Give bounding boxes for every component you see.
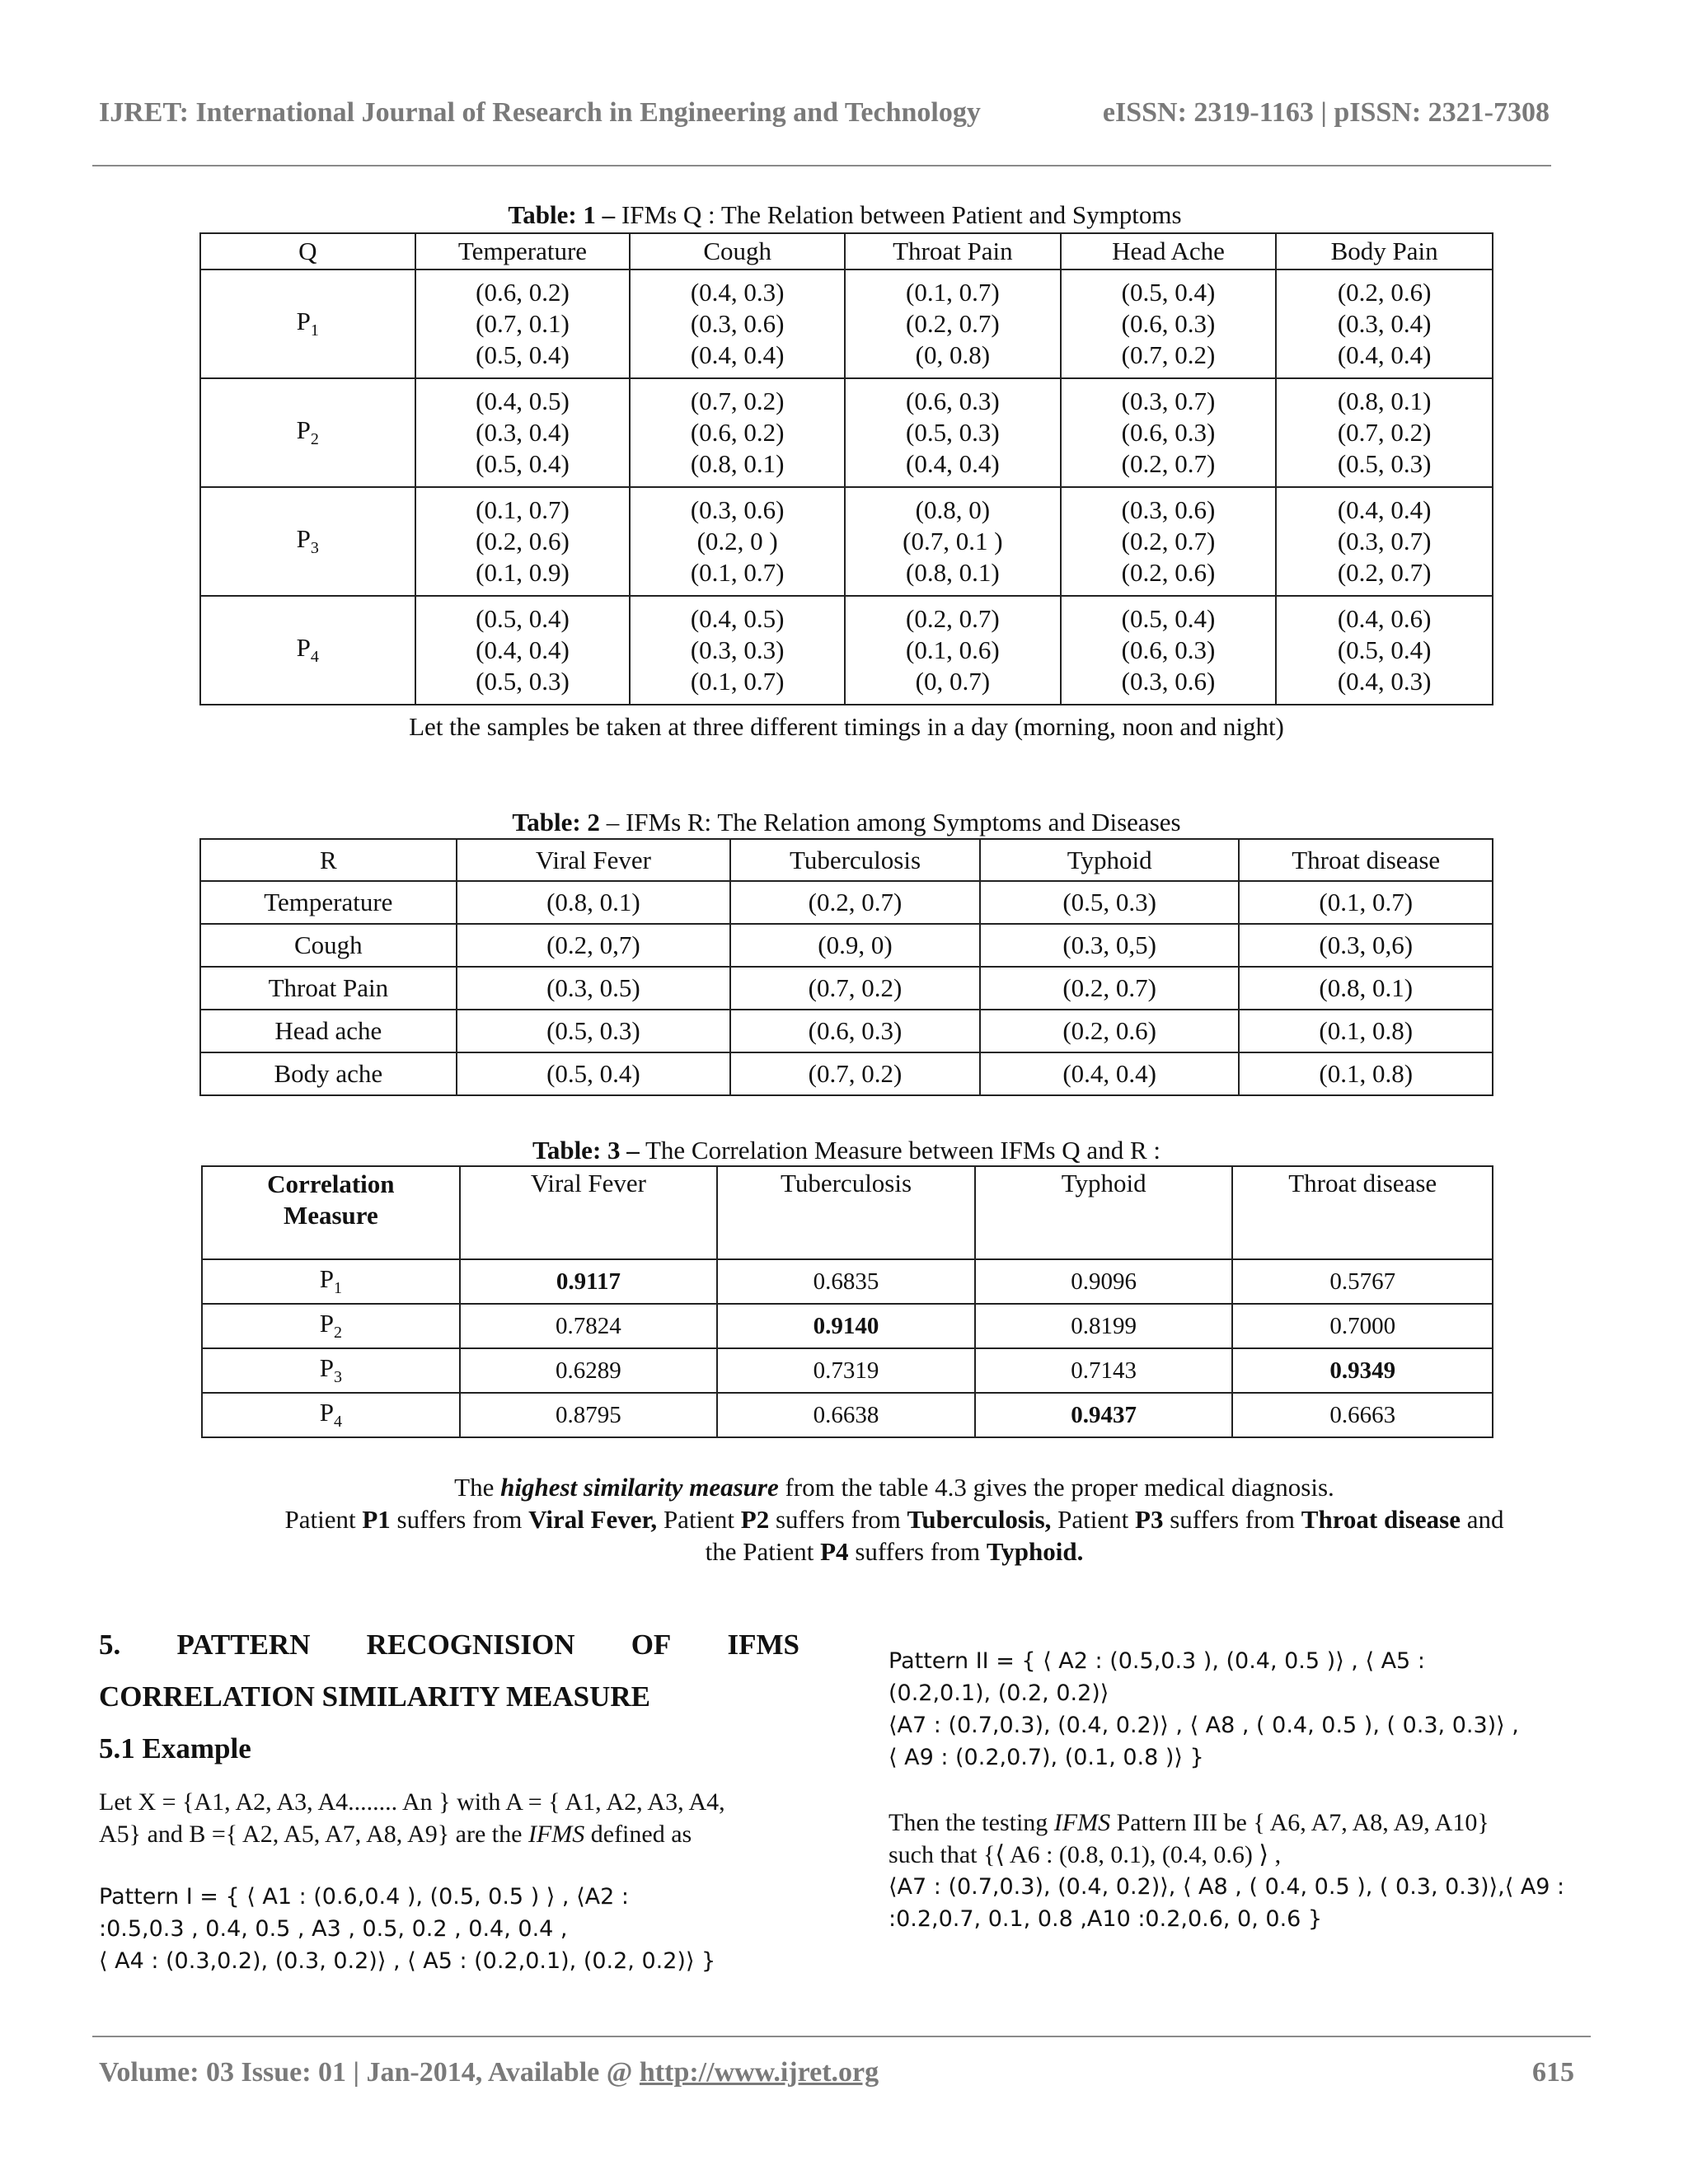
table2-cell: (0.8, 0.1) bbox=[457, 881, 730, 924]
table1-cell bbox=[415, 269, 631, 378]
table2-cell: (0.5, 0.3) bbox=[457, 1010, 730, 1052]
table3-col-header: Typhoid bbox=[975, 1166, 1233, 1259]
table2-cell: (0.7, 0.2) bbox=[730, 967, 980, 1010]
table2-cell: (0.2, 0.7) bbox=[980, 967, 1240, 1010]
table-row bbox=[200, 487, 1493, 596]
table2-cell: (0.3, 0.5) bbox=[457, 967, 730, 1010]
sample-value: (0.2, 0.7) bbox=[1121, 449, 1216, 478]
journal-name: IJRET: International Journal of Research in Engineering and Technology bbox=[99, 97, 981, 128]
sample-value: (0.7, 0.2) bbox=[1337, 418, 1432, 447]
table1-cell bbox=[1061, 596, 1277, 705]
sample-value: (0.5, 0.3) bbox=[906, 418, 1000, 447]
table3-col-header: Tuberculosis bbox=[717, 1166, 975, 1259]
symptom-label: Head ache bbox=[200, 1010, 457, 1052]
table1-cell bbox=[1276, 596, 1493, 705]
table1-col-header: Head Ache bbox=[1061, 233, 1277, 269]
correlation-value: 0.9349 bbox=[1232, 1348, 1493, 1393]
volume-info: Volume: 03 Issue: 01 | Jan-2014, Available @ http://www.ijret.org bbox=[99, 2057, 879, 2088]
sample-value: (0.2, 0.7) bbox=[906, 309, 1000, 338]
correlation-value: 0.9117 bbox=[460, 1259, 718, 1304]
table1-col-header: Throat Pain bbox=[845, 233, 1061, 269]
patient-label: $P_2$ bbox=[202, 1304, 460, 1348]
table1-cell bbox=[630, 269, 845, 378]
table1-cell bbox=[630, 596, 845, 705]
table2-cell: (0.2, 0.7) bbox=[730, 881, 980, 924]
sample-value: (0.8, 0.1) bbox=[690, 449, 785, 478]
table3-caption: Table: 3 – The Correlation Measure between IFMs Q and R : bbox=[532, 1136, 1160, 1165]
sample-value: (0.5, 0.3) bbox=[1337, 449, 1432, 478]
table2-caption: Table: 2 – IFMs R: The Relation among Symptoms and Diseases bbox=[512, 808, 1181, 837]
definition-line-1: Let X = {A1, A2, A3, A4........ An } with A = { A1, A2, A3, A4, bbox=[99, 1788, 725, 1816]
sample-value: (0.2, 0.6) bbox=[1121, 558, 1216, 587]
sample-value: (0.7, 0.2) bbox=[690, 387, 785, 415]
sample-value: (0.3, 0.4) bbox=[1337, 309, 1432, 338]
table1-cell bbox=[415, 596, 631, 705]
sample-value: (0.3, 0.6) bbox=[690, 309, 785, 338]
sample-value: (0.8, 0.1) bbox=[906, 558, 1000, 587]
patient-label: $P_4$ bbox=[202, 1393, 460, 1437]
sample-value: (0.4, 0.4) bbox=[906, 449, 1000, 478]
table3-header-row bbox=[202, 1166, 1493, 1259]
table1-cell bbox=[1061, 378, 1277, 487]
page-number: 615 bbox=[1532, 2057, 1574, 2088]
subsection-heading: 5.1 Example bbox=[99, 1732, 251, 1765]
result-paragraph bbox=[198, 1471, 1591, 1568]
sample-value: (0.5, 0.4) bbox=[1337, 635, 1432, 664]
sample-value: (0.6, 0.2) bbox=[476, 278, 570, 307]
sample-value: (0.5, 0.4) bbox=[1121, 278, 1216, 307]
correlation-value: 0.6289 bbox=[460, 1348, 718, 1393]
sample-value: (0.3, 0.6) bbox=[690, 495, 785, 524]
sample-value: (0, 0.7) bbox=[915, 667, 991, 696]
sample-value: (0.1, 0.9) bbox=[476, 558, 570, 587]
correlation-value: 0.6663 bbox=[1232, 1393, 1493, 1437]
testing-line-4: :0.2,0.7, 0.1, 0.8 ,A10 :0.2,0.6, 0, 0.6 } bbox=[889, 1906, 1323, 1932]
correlation-value: 0.5767 bbox=[1232, 1259, 1493, 1304]
patient-label: $P_2$ bbox=[200, 378, 415, 487]
sample-value: (0.1, 0.7) bbox=[906, 278, 1000, 307]
sample-value: (0.4, 0.3) bbox=[1337, 667, 1432, 696]
pattern-one: Pattern I = { ⟨ A1 : (0.6,0.4 ), (0.5, 0.5 ) ⟩ , ⟨A2 : :0.5,0.3 , 0.4, 0.5 , A3 , 0.5, 0.2 , 0.4, 0.4 , ⟨ A4 : (0.3,0.2), (0.3, 0.2)⟩ , ⟨ A5 : (0.2,0.1), (0.2, 0.2)⟩ } bbox=[99, 1884, 716, 1974]
correlation-value: 0.6835 bbox=[717, 1259, 975, 1304]
table2 bbox=[199, 838, 1493, 1096]
sample-value: (0.5, 0.4) bbox=[476, 340, 570, 369]
patient-label: $P_1$ bbox=[202, 1259, 460, 1304]
definition-line-2: A5} and B ={ A2, A5, A7, A8, A9} are the IFMS defined as bbox=[99, 1821, 692, 1848]
table2-cell: (0.1, 0.8) bbox=[1239, 1010, 1493, 1052]
sample-value: (0.6, 0.3) bbox=[906, 387, 1000, 415]
sample-value: (0.4, 0.4) bbox=[1337, 495, 1432, 524]
sample-value: (0.4, 0.4) bbox=[1337, 340, 1432, 369]
sample-value: (0.3, 0.6) bbox=[1121, 495, 1216, 524]
table2-col-header: R bbox=[200, 839, 457, 881]
sample-value: (0, 0.8) bbox=[915, 340, 991, 369]
table2-cell: (0.7, 0.2) bbox=[730, 1052, 980, 1095]
correlation-value: 0.6638 bbox=[717, 1393, 975, 1437]
sample-value: (0.8, 0.1) bbox=[1337, 387, 1432, 415]
correlation-value: 0.7143 bbox=[975, 1348, 1233, 1393]
sample-value: (0.1, 0.7) bbox=[690, 667, 785, 696]
table1-cell bbox=[845, 596, 1061, 705]
table1-caption: Table: 1 – IFMs Q : The Relation between Patient and Symptoms bbox=[508, 200, 1182, 229]
table1-cell bbox=[415, 487, 631, 596]
correlation-value: 0.9437 bbox=[975, 1393, 1233, 1437]
table2-cell: (0.4, 0.4) bbox=[980, 1052, 1240, 1095]
section5-heading-line1: 5. PATTERN RECOGNISION OF IFMS bbox=[99, 1629, 799, 1661]
table1-cell bbox=[1276, 487, 1493, 596]
result-line-2: Patient P1 suffers from Viral Fever, Patient P2 suffers from Tuberculosis, Patient P3 suffers from Throat disease and bbox=[284, 1505, 1504, 1534]
table-row bbox=[200, 967, 1493, 1010]
symptom-label: Throat Pain bbox=[200, 967, 457, 1010]
table1-cell bbox=[1061, 269, 1277, 378]
header-rule bbox=[92, 165, 1551, 166]
pattern-two: Pattern II = { ⟨ A2 : (0.5,0.3 ), (0.4, 0.5 )⟩ , ⟨ A5 : (0.2,0.1), (0.2, 0.2)⟩ ⟨A7 : (0.7,0.3), (0.4, 0.2)⟩ , ⟨ A8 , ( 0.4, 0.5 ), ( 0.3, 0.3)⟩ , ⟨ A9 : (0.2,0.7), (0.1, 0.8 )⟩ } bbox=[889, 1648, 1519, 1770]
table1-header-row bbox=[200, 233, 1493, 269]
table1-cell bbox=[1276, 269, 1493, 378]
sample-value: (0.5, 0.4) bbox=[476, 449, 570, 478]
table2-cell: (0.5, 0.4) bbox=[457, 1052, 730, 1095]
table1-note: Let the samples be taken at three different timings in a day (morning, noon and night) bbox=[409, 712, 1284, 741]
sample-value: (0.2, 0.7) bbox=[1121, 527, 1216, 555]
sample-value: (0.6, 0.3) bbox=[1121, 635, 1216, 664]
sample-value: (0.3, 0.3) bbox=[690, 635, 785, 664]
table3 bbox=[201, 1165, 1493, 1438]
patient-label: $P_3$ bbox=[202, 1348, 460, 1393]
sample-value: (0.2, 0.6) bbox=[1337, 278, 1432, 307]
sample-value: (0.4, 0.4) bbox=[690, 340, 785, 369]
table2-cell: (0.5, 0.3) bbox=[980, 881, 1240, 924]
patient-label: $P_1$ bbox=[200, 269, 415, 378]
table2-cell: (0.1, 0.8) bbox=[1239, 1052, 1493, 1095]
sample-value: (0.1, 0.7) bbox=[690, 558, 785, 587]
table2-cell: (0.9, 0) bbox=[730, 924, 980, 967]
table-row bbox=[202, 1304, 1493, 1348]
sample-value: (0.3, 0.7) bbox=[1121, 387, 1216, 415]
table-row bbox=[202, 1393, 1493, 1437]
table-row bbox=[202, 1348, 1493, 1393]
table1-col-header: Temperature bbox=[415, 233, 631, 269]
sample-value: (0.2, 0.7) bbox=[1337, 558, 1432, 587]
table-row bbox=[200, 1052, 1493, 1095]
correlation-value: 0.7824 bbox=[460, 1304, 718, 1348]
table1-col-header: Q bbox=[200, 233, 415, 269]
footer-rule bbox=[92, 2036, 1591, 2037]
sample-value: (0.8, 0) bbox=[915, 495, 991, 524]
patient-label: $P_3$ bbox=[200, 487, 415, 596]
table3-col-header: Throat disease bbox=[1232, 1166, 1493, 1259]
symptom-label: Body ache bbox=[200, 1052, 457, 1095]
issn: eISSN: 2319-1163 | pISSN: 2321-7308 bbox=[1102, 97, 1550, 128]
table1 bbox=[199, 232, 1493, 705]
sample-value: (0.7, 0.1 ) bbox=[903, 527, 1003, 555]
table1-cell bbox=[630, 378, 845, 487]
table-row bbox=[202, 1259, 1493, 1304]
sample-value: (0.3, 0.7) bbox=[1337, 527, 1432, 555]
sample-value: (0.6, 0.2) bbox=[690, 418, 785, 447]
sample-value: (0.4, 0.5) bbox=[690, 604, 785, 633]
sample-value: (0.4, 0.4) bbox=[476, 635, 570, 664]
table3-col-header: Viral Fever bbox=[460, 1166, 718, 1259]
sample-value: (0.3, 0.6) bbox=[1121, 667, 1216, 696]
symptom-label: Cough bbox=[200, 924, 457, 967]
table-row bbox=[200, 881, 1493, 924]
sample-value: (0.5, 0.4) bbox=[1121, 604, 1216, 633]
result-line-3: the Patient P4 suffers from Typhoid. bbox=[705, 1537, 1084, 1566]
table2-col-header: Typhoid bbox=[980, 839, 1240, 881]
table1-cell bbox=[845, 487, 1061, 596]
table2-col-header: Tuberculosis bbox=[730, 839, 980, 881]
table2-cell: (0.2, 0,7) bbox=[457, 924, 730, 967]
patient-label: $P_4$ bbox=[200, 596, 415, 705]
sample-value: (0.4, 0.5) bbox=[476, 387, 570, 415]
sample-value: (0.4, 0.6) bbox=[1337, 604, 1432, 633]
table2-cell: (0.1, 0.7) bbox=[1239, 881, 1493, 924]
table-row bbox=[200, 596, 1493, 705]
testing-line-1: Then the testing IFMS Pattern III be { A6, A7, A8, A9, A10} bbox=[889, 1809, 1489, 1836]
table2-header-row bbox=[200, 839, 1493, 881]
sample-value: (0.7, 0.1) bbox=[476, 309, 570, 338]
running-header bbox=[99, 97, 1550, 129]
table-row bbox=[200, 378, 1493, 487]
section5-heading-line2: CORRELATION SIMILARITY MEASURE bbox=[99, 1680, 650, 1713]
table-row bbox=[200, 924, 1493, 967]
table2-col-header: Viral Fever bbox=[457, 839, 730, 881]
table1-cell bbox=[1276, 378, 1493, 487]
testing-line-2: such that {⟨ A6 : (0.8, 0.1), (0.4, 0.6) ⟩ , bbox=[889, 1841, 1282, 1868]
table1-cell bbox=[1061, 487, 1277, 596]
table1-cell bbox=[630, 487, 845, 596]
correlation-value: 0.9140 bbox=[717, 1304, 975, 1348]
symptom-label: Temperature bbox=[200, 881, 457, 924]
sample-value: (0.6, 0.3) bbox=[1121, 309, 1216, 338]
sample-value: (0.4, 0.3) bbox=[690, 278, 785, 307]
table1-cell bbox=[845, 378, 1061, 487]
table-row bbox=[200, 269, 1493, 378]
table3-corner-header: Correlation Measure bbox=[202, 1166, 460, 1259]
table2-col-header: Throat disease bbox=[1239, 839, 1493, 881]
result-line-1: The highest similarity measure from the table 4.3 gives the proper medical diagnosis. bbox=[454, 1473, 1334, 1502]
sample-value: (0.1, 0.6) bbox=[906, 635, 1000, 664]
sample-value: (0.5, 0.4) bbox=[476, 604, 570, 633]
sample-value: (0.7, 0.2) bbox=[1121, 340, 1216, 369]
correlation-value: 0.7319 bbox=[717, 1348, 975, 1393]
sample-value: (0.2, 0.7) bbox=[906, 604, 1000, 633]
definition-paragraph bbox=[99, 1786, 799, 1850]
correlation-value: 0.9096 bbox=[975, 1259, 1233, 1304]
running-footer bbox=[99, 2057, 1574, 2088]
table2-cell: (0.2, 0.6) bbox=[980, 1010, 1240, 1052]
table2-cell: (0.3, 0,5) bbox=[980, 924, 1240, 967]
table1-cell bbox=[415, 378, 631, 487]
sample-value: (0.5, 0.3) bbox=[476, 667, 570, 696]
testing-line-3: ⟨A7 : (0.7,0.3), (0.4, 0.2)⟩, ⟨ A8 , ( 0.4, 0.5 ), ( 0.3, 0.3)⟩,⟨ A9 : bbox=[889, 1874, 1565, 1900]
table2-cell: (0.8, 0.1) bbox=[1239, 967, 1493, 1010]
sample-value: (0.2, 0.6) bbox=[476, 527, 570, 555]
journal-website-link[interactable]: http://www.ijret.org bbox=[639, 2057, 879, 2088]
correlation-value: 0.8199 bbox=[975, 1304, 1233, 1348]
sample-value: (0.1, 0.7) bbox=[476, 495, 570, 524]
table2-cell: (0.3, 0,6) bbox=[1239, 924, 1493, 967]
sample-value: (0.2, 0 ) bbox=[696, 527, 778, 555]
sample-value: (0.6, 0.3) bbox=[1121, 418, 1216, 447]
table1-cell bbox=[845, 269, 1061, 378]
table1-col-header: Body Pain bbox=[1276, 233, 1493, 269]
table2-cell: (0.6, 0.3) bbox=[730, 1010, 980, 1052]
correlation-value: 0.7000 bbox=[1232, 1304, 1493, 1348]
table1-col-header: Cough bbox=[630, 233, 845, 269]
table-row bbox=[200, 1010, 1493, 1052]
correlation-value: 0.8795 bbox=[460, 1393, 718, 1437]
sample-value: (0.3, 0.4) bbox=[476, 418, 570, 447]
testing-pattern-paragraph bbox=[889, 1807, 1597, 1935]
